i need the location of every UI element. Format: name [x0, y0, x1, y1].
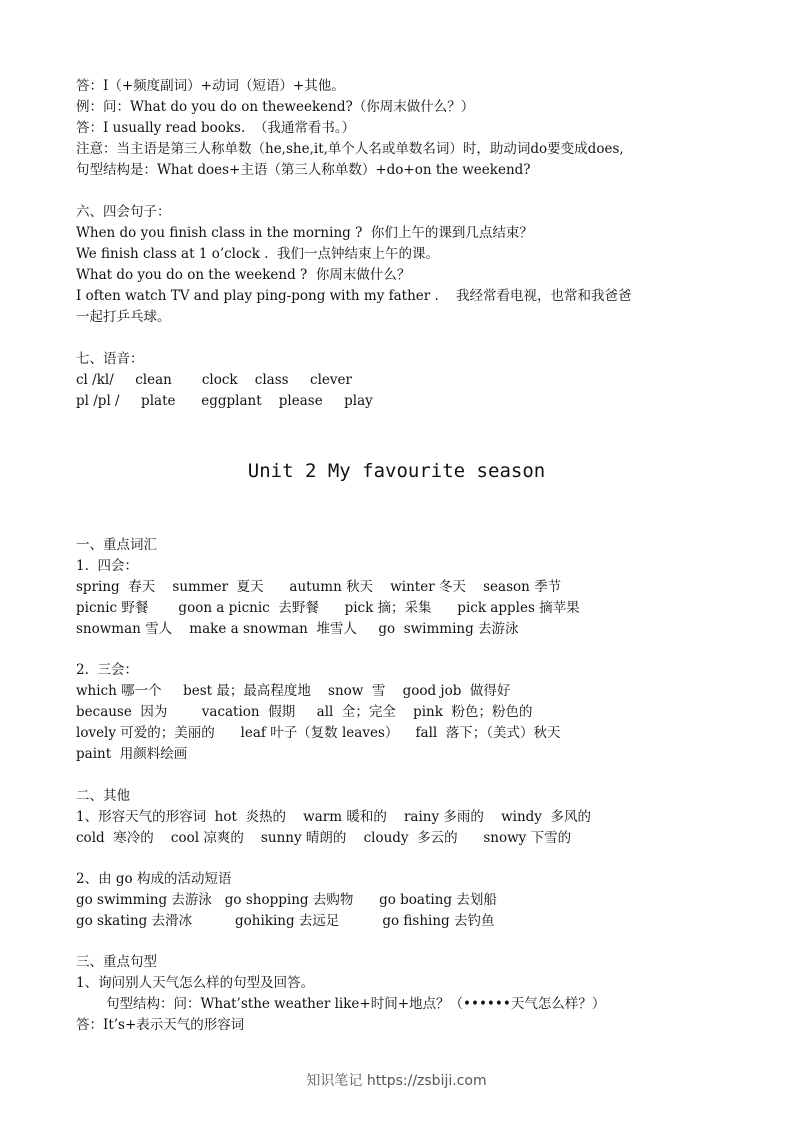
vocab-line: paint 用颜料绘画 [76, 746, 188, 762]
sentence-pattern-line: 句型结构：问：What’sthe weather like+时间+地点？（••••••天气怎么样？） [106, 996, 606, 1012]
vocab-heading: 一、重点词汇 [76, 537, 157, 553]
three-skill-subheading: 2. 三会： [76, 662, 138, 678]
phonics-line: pl /pl / plate eggplant please play [76, 393, 373, 409]
note-line: 注意：当主语是第三人称单数（he,she,it,单个人名或单数名词）时，助动词do要变成does, [76, 141, 624, 157]
go-phrases-heading: 2、由 go 构成的活动短语 [76, 871, 232, 887]
weather-adjectives-line: 1、形容天气的形容词 hot 炎热的 warm 暖和的 rainy 多雨的 windy 多风的 [76, 809, 591, 825]
phonics-line: cl /kl/ clean clock class clever [76, 372, 352, 388]
sentence-line: We finish class at 1 o’clock . 我们一点钟结束上午的课。 [76, 246, 440, 262]
example-answer-line: 答：I usually read books. （我通常看书。） [76, 120, 356, 136]
vocab-line: picnic 野餐 goon a picnic 去野餐 pick 摘；采集 pick apples 摘苹果 [76, 600, 580, 616]
sentence-line: What do you do on the weekend ? 你周末做什么？ [76, 267, 411, 283]
weather-adjectives-line: cold 寒冷的 cool 凉爽的 sunny 晴朗的 cloudy 多云的 snowy 下雪的 [76, 830, 572, 846]
vocab-line: which 哪一个 best 最；最高程度地 snow 雪 good job 做得好 [76, 683, 511, 699]
other-heading: 二、其他 [76, 788, 130, 804]
section-7-heading: 七、语音： [76, 351, 144, 367]
go-phrases-line: go skating 去滑冰 gohiking 去远足 go fishing 去钓鱼 [76, 913, 495, 929]
key-sentences-heading: 三、重点句型 [76, 954, 157, 970]
example-question-line: 例：问：What do you do on theweekend?（你周末做什么？） [76, 99, 475, 115]
sentence-line: I often watch TV and play ping-pong with my father . 我经常看电视，也常和我爸爸 [76, 288, 632, 304]
answer-structure-line: 答：I（+频度副词）+动词（短语）+其他。 [76, 78, 345, 94]
footer-watermark: 知识笔记 https://zsbiji.com [306, 1073, 487, 1089]
sentence-line: When do you finish class in the morning ? 你们上午的课到几点结束？ [76, 225, 533, 241]
sentence-pattern-line: 1、询问别人天气怎么样的句型及回答。 [76, 975, 315, 991]
four-skill-subheading: 1. 四会： [76, 558, 138, 574]
unit-title: Unit 2 My favourite season [247, 460, 546, 482]
vocab-line: lovely 可爱的；美丽的 leaf 叶子（复数 leaves） fall 落下；（美式）秋天 [76, 725, 561, 741]
sentence-line: 一起打乒乓球。 [76, 309, 171, 325]
vocab-line: snowman 雪人 make a snowman 堆雪人 go swimming 去游泳 [76, 621, 519, 637]
structure-line: 句型结构是：What does+主语（第三人称单数）+do+on the weekend? [76, 162, 531, 178]
go-phrases-line: go swimming 去游泳 go shopping 去购物 go boating 去划船 [76, 892, 497, 908]
sentence-pattern-line: 答：It’s+表示天气的形容词 [76, 1017, 245, 1033]
vocab-line: spring 春天 summer 夏天 autumn 秋天 winter 冬天 season 季节 [76, 579, 562, 595]
section-6-heading: 六、四会句子： [76, 204, 171, 220]
vocab-line: because 因为 vacation 假期 all 全；完全 pink 粉色；粉色的 [76, 704, 533, 720]
